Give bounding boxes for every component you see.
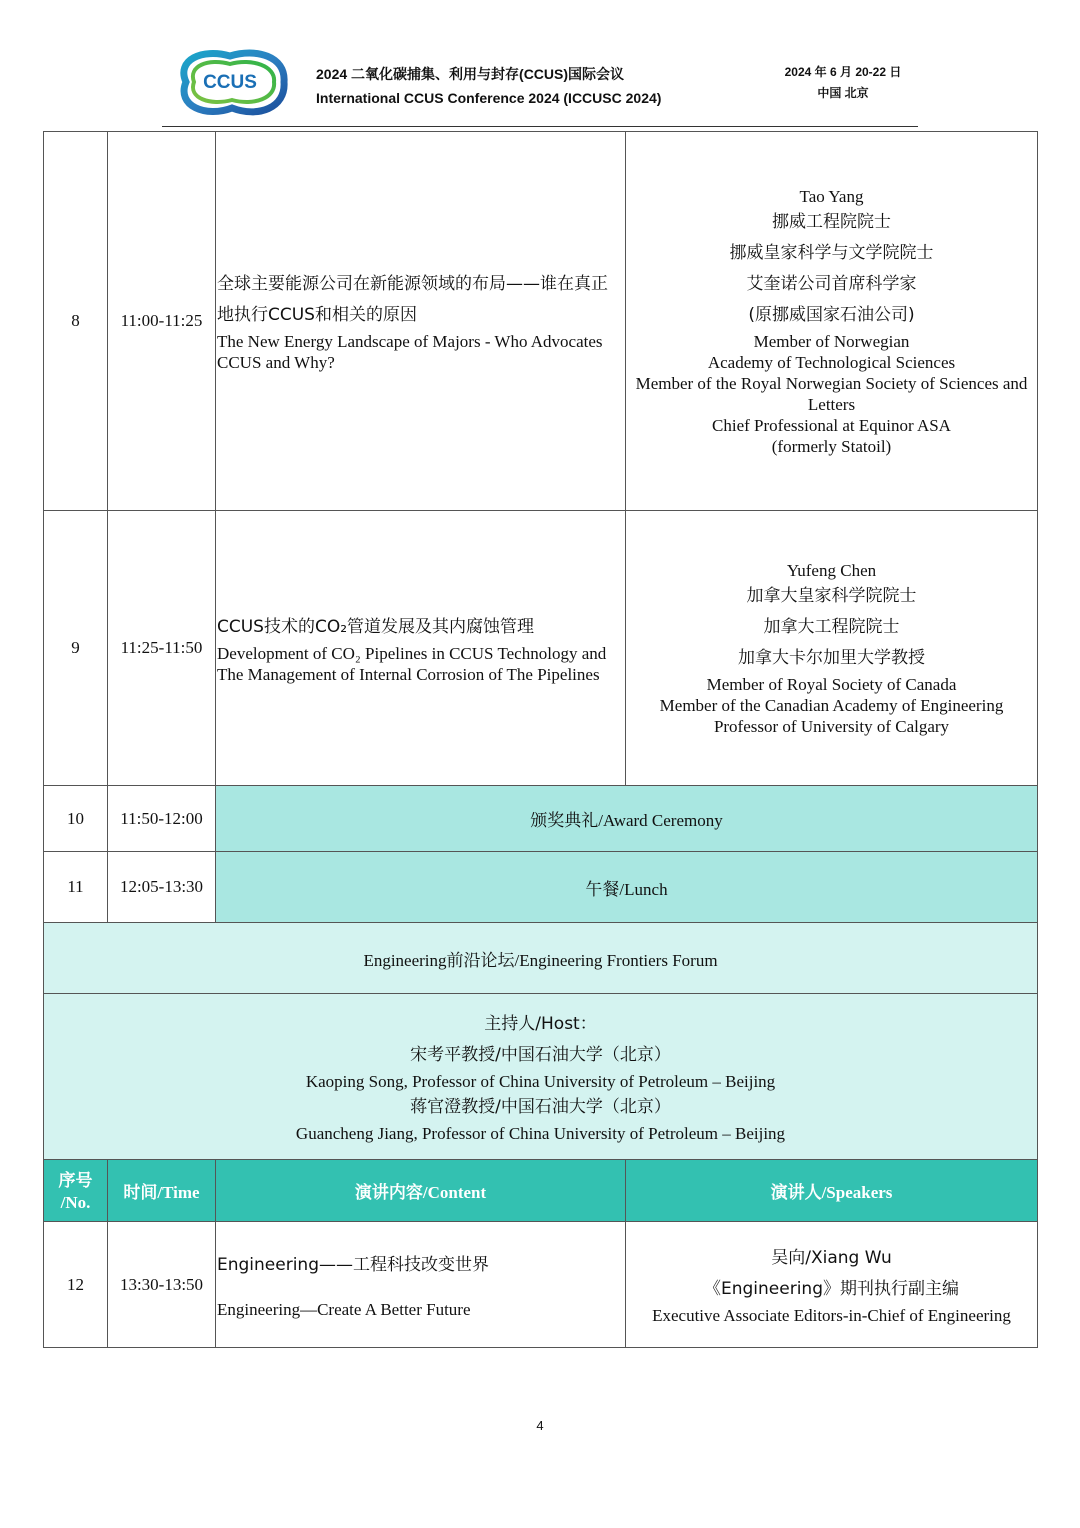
award-ceremony-label: 颁奖典礼/Award Ceremony	[530, 811, 723, 830]
speaker-title-en: Executive Associate Editors-in-Chief of Engineering	[652, 1306, 1011, 1325]
speaker-title-cn: 《Engineering》期刊执行副主编	[704, 1279, 959, 1299]
table-row	[44, 852, 1038, 923]
header-speakers: 演讲人/Speakers	[626, 1160, 1038, 1222]
speaker-info	[626, 1222, 1038, 1348]
row-time: 13:30-13:50	[108, 1222, 216, 1348]
host-1-en: Kaoping Song, Professor of China University of Petroleum – Beijing	[305, 1072, 776, 1091]
host-2-cn: 蒋官澄教授/中国石油大学（北京）	[410, 1097, 671, 1117]
award-ceremony-cell	[216, 786, 1038, 852]
row-number: 8	[44, 132, 108, 511]
speaker-title-en: Chief Professional at Equinor ASA	[712, 415, 951, 435]
header-time: 时间/Time	[108, 1160, 216, 1222]
host-1-cn: 宋考平教授/中国石油大学（北京）	[410, 1045, 671, 1065]
talk-title-cn: Engineering——工程科技改变世界	[217, 1254, 489, 1275]
talk-title-cn: 全球主要能源公司在新能源领域的布局——谁在真正地执行CCUS和相关的原因	[217, 274, 608, 325]
speaker-title-en: Member of the Canadian Academy of Engineering	[659, 695, 1004, 715]
row-time: 11:00-11:25	[108, 132, 216, 511]
table-row	[44, 786, 1038, 852]
talk-content	[216, 511, 626, 786]
speaker-name: Yufeng Chen	[786, 560, 877, 580]
host-row	[44, 994, 1038, 1160]
ccus-logo	[172, 46, 290, 118]
speaker-title-cn: 艾奎诺公司首席科学家	[746, 273, 917, 294]
header-content: 演讲内容/Content	[216, 1160, 626, 1222]
speaker-title-cn: 挪威工程院院士	[772, 211, 891, 232]
speaker-title-en: Academy of Technological Sciences	[707, 352, 956, 372]
conference-date: 2024 年 6 月 20-22 日	[784, 65, 902, 79]
page-number: 4	[536, 1418, 544, 1433]
host-2-en: Guancheng Jiang, Professor of China University of Petroleum – Beijing	[295, 1124, 786, 1143]
table-row	[44, 1222, 1038, 1348]
row-number: 10	[44, 786, 108, 852]
talk-title-en: The New Energy Landscape of Majors - Who Advocates CCUS and Why?	[217, 332, 603, 372]
talk-title-en: Engineering—Create A Better Future	[217, 1299, 471, 1319]
svg-text:CCUS: CCUS	[203, 72, 257, 93]
forum-title: Engineering前沿论坛/Engineering Frontiers Forum	[44, 923, 1038, 994]
host-label: 主持人/Host：	[484, 1014, 597, 1034]
conference-date-location	[760, 62, 926, 104]
speaker-title-cn: (原挪威国家石油公司)	[748, 304, 915, 325]
header-no	[44, 1160, 108, 1222]
lunch-label: 午餐/Lunch	[585, 879, 668, 899]
table-header-row	[44, 1160, 1038, 1222]
schedule-table	[43, 131, 1038, 1348]
host-info	[44, 994, 1038, 1160]
speaker-title-en: Member of Royal Society of Canada	[706, 674, 957, 694]
conference-title-cn: 2024 二氧化碳捕集、利用与封存(CCUS)国际会议	[316, 66, 625, 82]
row-number: 12	[44, 1222, 108, 1348]
row-number: 9	[44, 511, 108, 786]
header-no-cn: 序号	[58, 1170, 93, 1191]
speaker-name: 吴向/Xiang Wu	[771, 1248, 892, 1268]
speaker-title-en: Member of the Royal Norwegian Society of Sciences and Letters	[635, 373, 1028, 414]
header-no-en: /No.	[60, 1192, 91, 1212]
page-header	[0, 0, 1080, 130]
speaker-info	[626, 132, 1038, 511]
speaker-title-cn: 加拿大卡尔加里大学教授	[738, 647, 925, 668]
talk-content	[216, 132, 626, 511]
talk-title-en: Development of CO₂ Pipelines in CCUS Technology and The Management of Internal Corrosion of The Pipelines	[217, 643, 607, 684]
row-time: 11:50-12:00	[108, 786, 216, 852]
header-divider	[162, 126, 918, 127]
conference-title	[316, 62, 661, 110]
speaker-title-cn: 加拿大工程院院士	[763, 616, 900, 637]
speaker-name: Tao Yang	[799, 186, 864, 206]
speaker-title-en: Professor of University of Calgary	[713, 716, 950, 736]
conference-title-en: International CCUS Conference 2024 (ICCUSC 2024)	[316, 90, 662, 106]
talk-content	[216, 1222, 626, 1348]
row-number: 11	[44, 852, 108, 923]
conference-location: 中国 北京	[817, 86, 869, 100]
forum-title-row	[44, 923, 1038, 994]
speaker-title-en: Member of Norwegian	[753, 331, 910, 351]
speaker-title-cn: 加拿大皇家科学院院士	[746, 585, 917, 606]
speaker-title-en: (formerly Statoil)	[771, 436, 892, 456]
lunch-cell	[216, 852, 1038, 923]
table-row	[44, 132, 1038, 511]
table-row	[44, 511, 1038, 786]
speaker-info	[626, 511, 1038, 786]
row-time: 11:25-11:50	[108, 511, 216, 786]
speaker-title-cn: 挪威皇家科学与文学院院士	[729, 242, 934, 263]
talk-title-cn: CCUS技术的CO₂管道发展及其内腐蚀管理	[217, 616, 535, 637]
row-time: 12:05-13:30	[108, 852, 216, 923]
